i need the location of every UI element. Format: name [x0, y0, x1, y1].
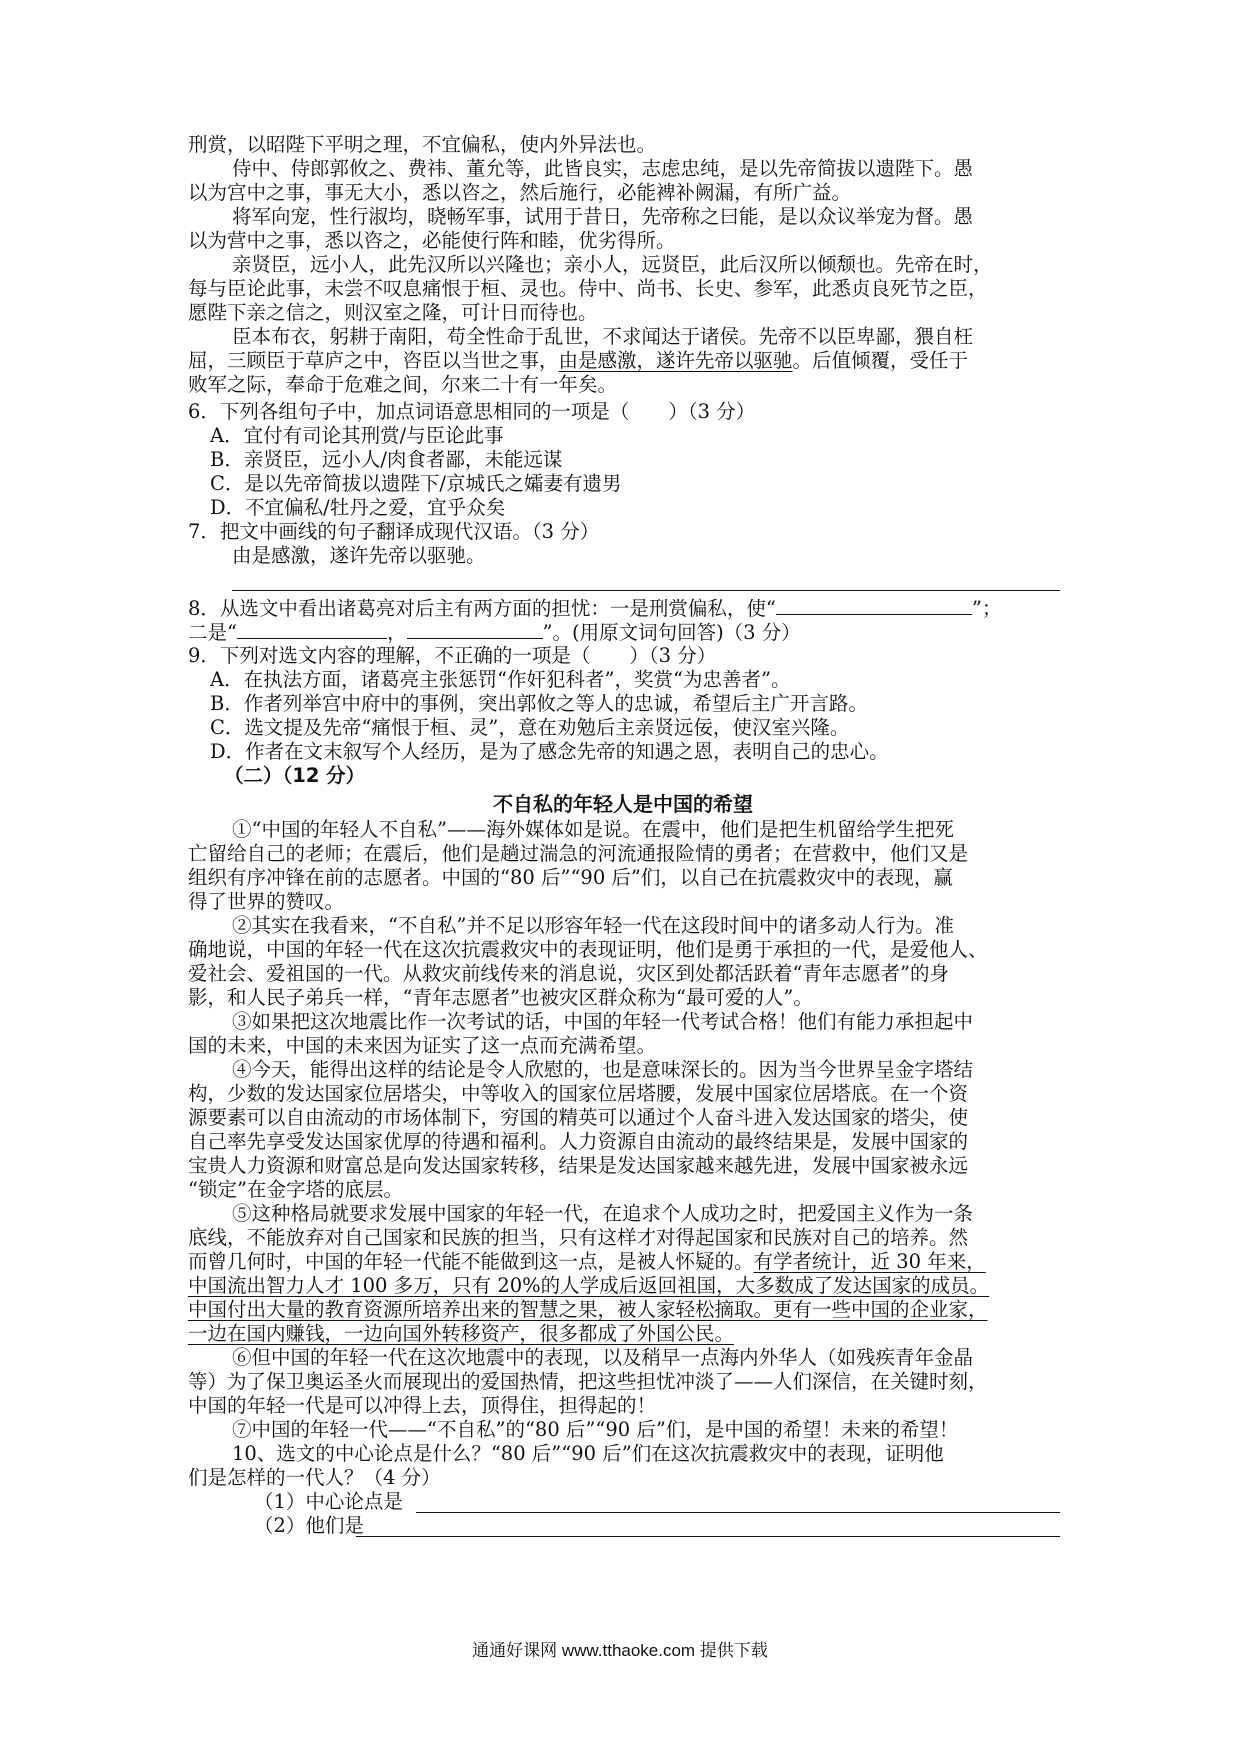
para-4-line-3: 源要素可以自由流动的市场体制下，穷国的精英可以通过个人奋斗进入发达国家的塔尖，使	[188, 1106, 969, 1129]
para-2-line-2: 确地说，中国的年轻一代在这次抗震救灾中的表现证明，他们是勇于承担的一代，是爱他人、	[188, 938, 988, 961]
q9-option-b: B．作者列举宫中府中的事例，突出郭攸之等人的忠诚，希望后主广开言路。	[210, 692, 868, 715]
q8-blank-3[interactable]	[407, 620, 543, 639]
para-1-line-1: ①“中国的年轻人不自私”——海外媒体如是说。在震中，他们是把生机留给学生把死	[232, 818, 954, 841]
q6-option-a: A．宜付有司论其刑赏/与臣论此事	[210, 424, 504, 447]
q6-option-d: D．不宜偏私/牡丹之爱，宜乎众矣	[210, 496, 506, 519]
q6-option-b: B．亲贤臣，远小人/肉食者鄙，未能远谋	[210, 448, 563, 471]
classical-line-11: 败军之际，奉命于危难之间，尔来二十有一年矣。	[188, 373, 618, 396]
q7-answer-line[interactable]	[232, 590, 1060, 591]
q8-post: ”；	[971, 597, 1002, 620]
section-2-heading: （二）（12 分）	[224, 764, 366, 787]
page-footer: 通通好课网 www.tthaoke.com 提供下载	[472, 1641, 768, 1660]
para-5-line-3-pre: 而曾几何时，中国的年轻一代能不能做到这一点，是被人怀疑的。	[188, 1250, 754, 1273]
para-6-line-3: 中国的年轻一代是可以冲得上去，顶得住，担得起的！	[188, 1394, 657, 1417]
para-7: ⑦中国的年轻一代——“不自私”的“80 后”“90 后”们，是中国的希望！未来的希望！	[232, 1418, 959, 1441]
para-1-line-4: 得了世界的赞叹。	[188, 890, 345, 913]
para-3-line-1: ③如果把这次地震比作一次考试的话，中国的年轻一代考试合格！他们有能力承担起中	[232, 1010, 974, 1033]
classical-line-9: 臣本布衣，躬耕于南阳，苟全性命于乱世，不求闻达于诸侯。先帝不以臣卑鄙，猥自枉	[232, 325, 974, 348]
para-6-line-1: ⑥但中国的年轻一代在这次地震中的表现，以及稍早一点海内外华人（如残疾青年金晶	[232, 1346, 974, 1369]
classical-line-2: 侍中、侍郎郭攸之、费祎、董允等，此皆良实，志虑忠纯，是以先帝简拔以遗陛下。愚	[232, 157, 974, 180]
para-5-line-2: 底线，不能放弃对自己国家和民族的担当，只有这样才对得起国家和民族对自己的培养。然	[188, 1226, 969, 1249]
para-2-line-1: ②其实在我看来，“不自私”并不足以形容年轻一代在这段时间中的诸多动人行为。准	[232, 914, 954, 937]
classical-line-4: 将军向宠，性行淑均，晓畅军事，试用于昔日，先帝称之曰能，是以众议举宠为督。愚	[232, 205, 974, 228]
para-5-underlined-line-2: 中国付出大量的教育资源所培养出来的智慧之果，被人家轻松摘取。更有一些中国的企业家，	[188, 1298, 988, 1321]
q8-line2-pre: 二是“	[188, 621, 237, 644]
q10-answer-1-label: （1）中心论点是	[254, 1490, 403, 1513]
q9-option-c: C．选文提及先帝“痛恨于桓、灵”，意在劝勉后主亲贤远佞，使汉室兴隆。	[210, 716, 850, 739]
q9-option-a: A．在执法方面，诸葛亮主张惩罚“作奸犯科者”，奖赏“为忠善者”。	[210, 668, 791, 691]
classical-line-7: 每与臣论此事，未尝不叹息痛恨于桓、灵也。侍中、尚书、长史、参军，此悉贞良死节之臣，	[188, 277, 988, 300]
q8-blank-2[interactable]	[237, 620, 387, 639]
q8-line-2	[188, 620, 1058, 645]
para-5-underlined-line-1: 中国流出智力人才 100 多万，只有 20%的人学成后返回祖国，大多数成了发达国家的成员。	[188, 1274, 990, 1297]
q6-stem: 6．下列各组句子中，加点词语意思相同的一项是（ ）（3 分）	[188, 400, 756, 423]
q8-pre: 8．从选文中看出诸葛亮对后主有两方面的担忧：一是刑赏偏私，使“	[188, 597, 776, 620]
underlined-sentence: 由是感激，遂许先帝以驱驰	[558, 349, 793, 372]
para-4-line-5: 宝贵人力资源和财富总是向发达国家转移，结果是发达国家越来越先进，发展中国家被永远	[188, 1154, 969, 1177]
q6-option-c: C．是以先帝简拔以遗陛下/京城氏之孀妻有遗男	[210, 472, 622, 495]
classical-line-10-post: 。后值倾覆，受任于	[792, 349, 969, 372]
para-2-line-4: 影，和人民子弟兵一样，“青年志愿者”也被灾区群众称为“最可爱的人”。	[188, 986, 813, 1009]
para-5-line-1: ⑤这种格局就要求发展中国家的年轻一代，在追求个人成功之时，把爱国主义作为一条	[232, 1202, 974, 1225]
para-6-line-2: 等）为了保卫奥运圣火而展现出的爱国热情，把这些担忧冲淡了——人们深信，在关键时刻，	[188, 1370, 988, 1393]
q8-line-1	[188, 596, 1058, 621]
classical-line-1: 刑赏，以昭陛下平明之理，不宜偏私，使内外异法也。	[188, 133, 657, 156]
para-1-line-2: 亡留给自己的老师；在震后，他们是趟过湍急的河流通报险情的勇者；在营救中，他们又是	[188, 842, 969, 865]
q10-answer-1-line[interactable]	[416, 1512, 1060, 1513]
article-title: 不自私的年轻人是中国的希望	[493, 792, 753, 816]
para-5-underlined-start: 有学者统计，近 30 年来，	[753, 1250, 986, 1273]
q10-answer-2-line[interactable]	[356, 1536, 1060, 1537]
para-4-line-6: “锁定”在金字塔的底层。	[188, 1178, 403, 1201]
classical-line-10-pre: 屈，三顾臣于草庐之中，咨臣以当世之事，	[188, 349, 559, 372]
classical-line-8: 愿陛下亲之信之，则汉室之隆，可计日而待也。	[188, 301, 598, 324]
q9-stem: 9．下列对选文内容的理解，不正确的一项是（ ）（3 分）	[188, 644, 717, 667]
para-2-line-3: 爱社会、爱祖国的一代。从救灾前线传来的消息说，灾区到处都活跃着“青年志愿者”的身	[188, 962, 949, 985]
classical-line-5: 以为营中之事，悉以咨之，必能使行阵和睦，优劣得所。	[188, 229, 676, 252]
para-4-line-4: 自己率先享受发达国家优厚的待遇和福利。人力资源自由流动的最终结果是，发展中国家的	[188, 1130, 969, 1153]
classical-line-10	[188, 349, 1058, 373]
para-5-underlined-line-3: 一边在国内赚钱，一边向国外转移资产，很多都成了外国公民。	[188, 1322, 735, 1345]
q10-answer-2-label: （2）他们是	[254, 1514, 364, 1537]
q10-stem-line-2: 们是怎样的一代人？（4 分）	[188, 1466, 441, 1489]
para-5-line-3	[188, 1250, 1058, 1274]
q8-line2-comma: ，	[386, 621, 407, 644]
classical-line-3: 以为宫中之事，事无大小，悉以咨之，然后施行，必能裨补阙漏，有所广益。	[188, 181, 852, 204]
para-3-line-2: 国的未来，中国的未来因为证实了这一点而充满希望。	[188, 1034, 657, 1057]
para-4-line-1: ④今天，能得出这样的结论是令人欣慰的，也是意味深长的。因为当今世界呈金字塔结	[232, 1058, 974, 1081]
classical-line-6: 亲贤臣，远小人，此先汉所以兴隆也；亲小人，远贤臣，此后汉所以倾颓也。先帝在时，	[232, 253, 993, 276]
para-1-line-3: 组织有序冲锋在前的志愿者。中国的“80 后”“90 后”们，以自己在抗震救灾中的表现，赢	[188, 866, 953, 889]
q7-stem: 7．把文中画线的句子翻译成现代汉语。（3 分）	[188, 520, 600, 543]
q10-stem-line-1: 10、选文的中心论点是什么？“80 后”“90 后”们在这次抗震救灾中的表现，证明他	[232, 1442, 944, 1465]
q8-line2-post: ”。(用原文词句回答)（3 分）	[542, 621, 801, 644]
q9-option-d: D．作者在文末叙写个人经历，是为了感念先帝的知遇之恩，表明自己的忠心。	[210, 740, 889, 763]
para-4-line-2: 构，少数的发达国家位居塔尖，中等收入的国家位居塔腰，发展中国家位居塔底。在一个资	[188, 1082, 969, 1105]
q7-sentence: 由是感激，遂许先帝以驱驰。	[232, 544, 486, 567]
q8-blank-1[interactable]	[776, 596, 972, 615]
